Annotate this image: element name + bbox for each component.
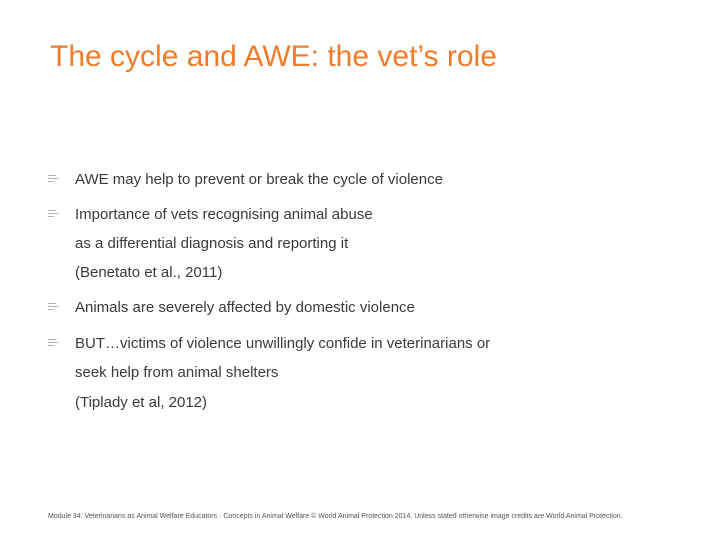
bullet-marker-icon bbox=[48, 302, 58, 312]
bullet-marker-icon bbox=[48, 174, 58, 184]
bullet-text: Importance of vets recognising animal abuse bbox=[75, 206, 373, 223]
bullet-marker-icon bbox=[48, 338, 58, 348]
slide-title: The cycle and AWE: the vet’s role bbox=[50, 40, 497, 73]
bullet-text: AWE may help to prevent or break the cycle of violence bbox=[75, 171, 443, 188]
bullet-marker-icon bbox=[48, 209, 58, 219]
slide-footer: Module 34: Veterinarians as Animal Welfare Educators · Concepts in Animal Welfare © World Animal Protection 2014. Unless stated otherwise image credits are World Animal Protection. bbox=[48, 513, 623, 520]
bullet-text: Animals are severely affected by domestic violence bbox=[75, 299, 415, 316]
bullet-text: BUT…victims of violence unwillingly confide in veterinarians or bbox=[75, 335, 491, 352]
bullet-text-continuation: seek help from animal shelters bbox=[75, 364, 279, 381]
citation: (Benetato et al., 2011) bbox=[75, 264, 223, 281]
citation: (Tiplady et al, 2012) bbox=[75, 394, 208, 411]
bullet-text-continuation: as a differential diagnosis and reporting it bbox=[75, 235, 349, 252]
